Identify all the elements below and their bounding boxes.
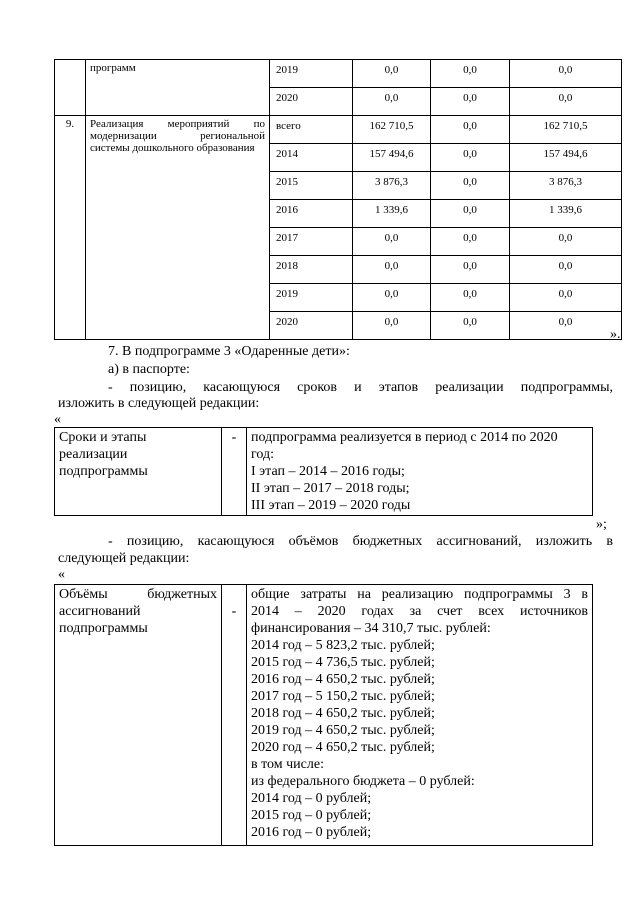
volume-line: финансирования – 34 310,7 тыс. рублей: bbox=[251, 621, 491, 636]
volume-line: 2016 год – 4 650,2 тыс. рублей; bbox=[251, 672, 435, 687]
volume-value bbox=[247, 585, 593, 846]
value-cell: 162 710,5 bbox=[353, 116, 431, 144]
value-cell: 157 494,6 bbox=[510, 144, 622, 172]
value-cell: 0,0 bbox=[510, 312, 622, 340]
value-cell: 0,0 bbox=[431, 228, 510, 256]
volume-line: 2016 год – 0 рублей; bbox=[251, 825, 372, 840]
value-cell: 0,0 bbox=[353, 88, 431, 116]
year-cell: 2014 bbox=[270, 144, 353, 172]
value-cell: 0,0 bbox=[431, 60, 510, 88]
terms-table bbox=[54, 427, 593, 516]
row-name-cell: программ bbox=[86, 60, 270, 116]
volume-line: в том числе: bbox=[251, 757, 324, 772]
volume-label: Объёмы бюджетных ассигнований подпрограммы bbox=[55, 585, 222, 846]
volume-table bbox=[54, 584, 593, 846]
closing-quote: ». bbox=[610, 327, 621, 342]
year-cell: 2020 bbox=[270, 312, 353, 340]
terms-dash: - bbox=[222, 428, 247, 516]
value-cell: 0,0 bbox=[431, 172, 510, 200]
volume-line: 2014 – 2020 годах за счет всех источников bbox=[251, 604, 588, 619]
volume-line: 2015 год – 0 рублей; bbox=[251, 808, 372, 823]
year-cell: 2019 bbox=[270, 284, 353, 312]
year-cell: 2018 bbox=[270, 256, 353, 284]
volume-line: 2014 год – 0 рублей; bbox=[251, 791, 372, 806]
row-number-cell bbox=[55, 60, 86, 116]
opening-quote-2: « bbox=[58, 567, 65, 582]
year-cell: 2015 bbox=[270, 172, 353, 200]
terms-value: подпрограмма реализуется в период с 2014 по 2020 год: I этап – 2014 – 2016 годы; II этап – 2017 – 2018 годы; III этап – 2019 – 2020 годы bbox=[247, 428, 593, 516]
paragraph-volume-line1: - позицию, касающуюся объёмов бюджетных ассигнований, изложить в bbox=[108, 534, 613, 549]
value-cell: 3 876,3 bbox=[510, 172, 622, 200]
value-cell: 157 494,6 bbox=[353, 144, 431, 172]
volume-line: общие затраты на реализацию подпрограммы 3 в bbox=[251, 587, 588, 602]
year-cell: 2019 bbox=[270, 60, 353, 88]
volume-dash: - bbox=[222, 585, 247, 846]
value-cell: 0,0 bbox=[353, 60, 431, 88]
value-cell: 3 876,3 bbox=[353, 172, 431, 200]
volume-line: 2019 год – 4 650,2 тыс. рублей; bbox=[251, 723, 435, 738]
value-cell: 0,0 bbox=[431, 116, 510, 144]
value-cell: 1 339,6 bbox=[510, 200, 622, 228]
value-cell: 0,0 bbox=[353, 284, 431, 312]
paragraph-passport: а) в паспорте: bbox=[108, 362, 190, 377]
value-cell: 0,0 bbox=[510, 228, 622, 256]
value-cell: 0,0 bbox=[510, 284, 622, 312]
closing-quote-2: »; bbox=[596, 517, 607, 532]
opening-quote: « bbox=[54, 412, 61, 427]
row-number-cell: 9. bbox=[55, 116, 86, 340]
volume-line: 2017 год – 5 150,2 тыс. рублей; bbox=[251, 689, 435, 704]
paragraph-terms-line2: изложить в следующей редакции: bbox=[58, 396, 260, 411]
value-cell: 162 710,5 bbox=[510, 116, 622, 144]
volume-line: 2014 год – 5 823,2 тыс. рублей; bbox=[251, 638, 435, 653]
year-cell: 2016 bbox=[270, 200, 353, 228]
year-cell: всего bbox=[270, 116, 353, 144]
value-cell: 0,0 bbox=[431, 284, 510, 312]
row-name-cell: Реализация мероприятий по модернизации региональной системы дошкольного образования bbox=[86, 116, 270, 340]
year-cell: 2020 bbox=[270, 88, 353, 116]
year-cell: 2017 bbox=[270, 228, 353, 256]
value-cell: 0,0 bbox=[510, 256, 622, 284]
paragraph-terms-line1: - позицию, касающуюся сроков и этапов реализации подпрограммы, bbox=[108, 380, 613, 395]
section-heading: 7. В подпрограмме 3 «Одаренные дети»: bbox=[108, 344, 350, 359]
value-cell: 0,0 bbox=[353, 312, 431, 340]
table-row bbox=[55, 60, 622, 88]
value-cell: 0,0 bbox=[353, 228, 431, 256]
value-cell: 0,0 bbox=[431, 144, 510, 172]
value-cell: 0,0 bbox=[431, 312, 510, 340]
paragraph-volume-line2: следующей редакции: bbox=[58, 551, 190, 566]
terms-label: Сроки и этапы реализации подпрограммы bbox=[55, 428, 222, 516]
budget-table bbox=[54, 59, 622, 340]
value-cell: 0,0 bbox=[431, 256, 510, 284]
value-cell: 1 339,6 bbox=[353, 200, 431, 228]
value-cell: 0,0 bbox=[510, 60, 622, 88]
volume-line: 2020 год – 4 650,2 тыс. рублей; bbox=[251, 740, 435, 755]
table-row bbox=[55, 116, 622, 144]
value-cell: 0,0 bbox=[431, 88, 510, 116]
volume-line: 2018 год – 4 650,2 тыс. рублей; bbox=[251, 706, 435, 721]
value-cell: 0,0 bbox=[353, 256, 431, 284]
volume-line: из федерального бюджета – 0 рублей: bbox=[251, 774, 475, 789]
volume-line: 2015 год – 4 736,5 тыс. рублей; bbox=[251, 655, 435, 670]
value-cell: 0,0 bbox=[510, 88, 622, 116]
value-cell: 0,0 bbox=[431, 200, 510, 228]
